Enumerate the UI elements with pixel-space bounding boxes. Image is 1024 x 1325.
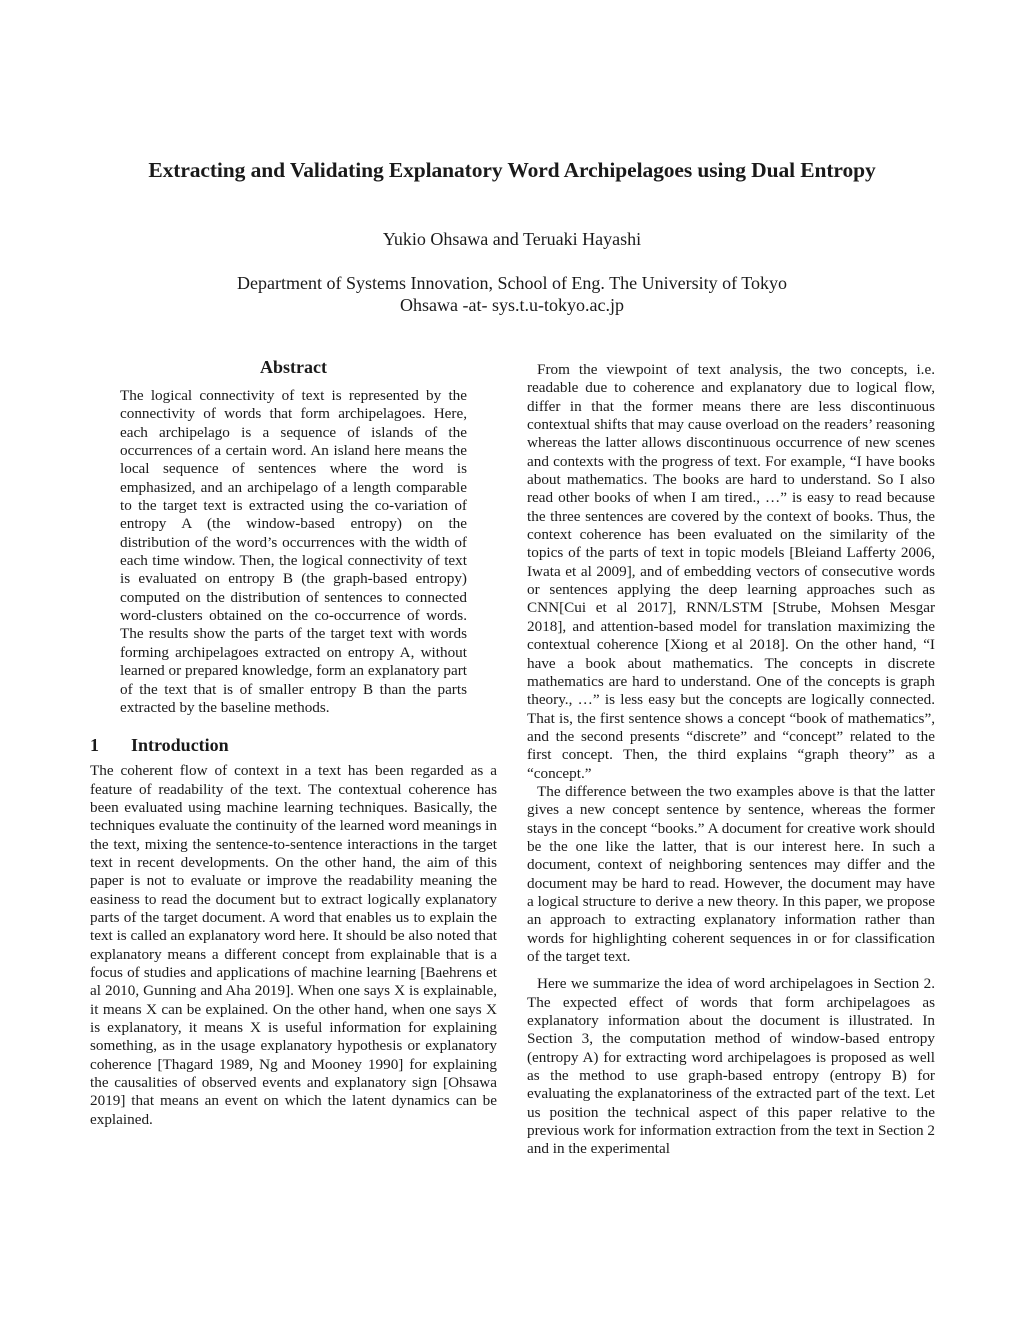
abstract-text: The logical connectivity of text is represented by the connectivity of words that form archipelagoes. Here, each archipelago is a sequence of islands of the occurrences of a certain word. An island here means the local sequence of sentences where the word is emphasized, and an archipelago of a length comparable to the target text is extracted using the co-variation of entropy A (the window-based entropy) on the distribution of the word’s occurrences with the width of each time window. Then, the logical connectivity of text is evaluated on entropy B (the graph-based entropy) computed on the distribution of sentences to connected word-clusters obtained on the co-occurrence of words. The results show the parts of the target text with words forming archipelagoes extracted on entropy A, without learned or prepared knowledge, form an explanatory part of the text that is of smaller entropy B than the parts extracted by the baseline methods.	[120, 387, 467, 716]
contact-email: Ohsawa -at- sys.t.u-tokyo.ac.jp	[400, 295, 624, 315]
intro-paragraph-4: Here we summarize the idea of word archipelagoes in Section 2. The expected effect of words that form archipelagoes as explanatory information about the document is illustrated. In Section 3, the computation method of window-based entropy (entropy A) for extracting word archipelagoes is proposed as well as the method to use graph-based entropy (entropy B) for evaluating the explanatoriness of the extracted part of the text. Let us position the technical aspect of this paper relative to the previous work for information extraction from the text in Section 2 and in the experimental	[527, 975, 935, 1158]
paper-title: Extracting and Validating Explanatory Word Archipelagoes using Dual Entropy	[148, 158, 876, 182]
paper-authors: Yukio Ohsawa and Teruaki Hayashi	[382, 229, 642, 249]
affiliation: Department of Systems Innovation, School of Eng. The University of Tokyo	[236, 273, 787, 293]
right-column	[527, 361, 935, 1159]
section-title: Introduction	[131, 735, 229, 756]
abstract-heading: Abstract	[260, 357, 327, 377]
left-column	[90, 356, 497, 1129]
intro-paragraph-3: The difference between the two examples above is that the latter gives a new concept sentence by sentence, whereas the former stays in the concept “books.” A document for creative work should be the one like the latter, that is our interest here. In such a document, context of neighboring sentences may differ and the document may be hard to read. However, the document may have a logical structure to derive a new theory. In this paper, we propose an approach to extracting explanatory information rather than words for highlighting coherent sequences in or for classification of the target text.	[527, 782, 935, 965]
section-heading-introduction	[90, 734, 497, 756]
intro-paragraph-2: From the viewpoint of text analysis, the two concepts, i.e. readable due to coherence and explanatory due to logical flow, differ in that the former means there are less discontinuous contextual shifts that may cause overload on the readers’ reasoning whereas the latter allows discontinuous occurrence of new scenes and contexts with the progress of text. For example, “I have books about mathematics. The books are hard to understand. So I also read other books of when I am tired., …” is easy to read because the three sentences are covered by the context of books. Thus, the context coherence has been evaluated on the similarity of the topics of the parts of text in topic models [Bleiand Lafferty 2006, Iwata et al 2009], and of embedding vectors of consecutive words or sentences applying the deep learning approaches such as CNN[Cui et al 2017], RNN/LSTM [Strube, Mohsen Mesgar 2018], and attention-based model for translation maximizing the contextual coherence [Xiong et al 2018]. On the other hand, “I have a book about mathematics. The concepts in discrete mathematics are hard to understand. One of the concepts is graph theory., …” is less easy but the concepts are logically connected. That is, the first sentence shows a concept “book of mathematics”, and the second presents “discrete” and “concept” related to the first concept. Then, the third explains “graph theory” as a “concept.”	[527, 361, 935, 782]
section-number: 1	[90, 735, 99, 756]
intro-paragraph-1: The coherent flow of context in a text has been regarded as a feature of readability of the text. The contextual coherence has been evaluated using machine learning techniques. Basically, the techniques evaluate the continuity of the learned word meanings in the text, mixing the sentence-to-sentence interactions in the target text in recent developments. On the other hand, the aim of this paper is not to evaluate or improve the readability meaning the easiness to read the document but to extract logically explanatory parts of the target document. A word that enables us to explain the text is called an explanatory word here. It should be also noted that explanatory means a different concept from explainable that is a focus of studies and applications of machine learning [Baehrens et al 2010, Gunning and Aha 2019]. When one says X is explainable, it means X can be explained. On the other hand, when one says X is explanatory, it means X is useful information for explaining something, as in the usage explanatory hypothesis or explanatory coherence [Thagard 1989, Ng and Mooney 1990] for explaining the causalities of observed events and explanatory sign [Ohsawa 2019] that means an event on which the latent dynamics can be explained.	[90, 762, 497, 1128]
author-affiliation-block	[0, 272, 1024, 316]
